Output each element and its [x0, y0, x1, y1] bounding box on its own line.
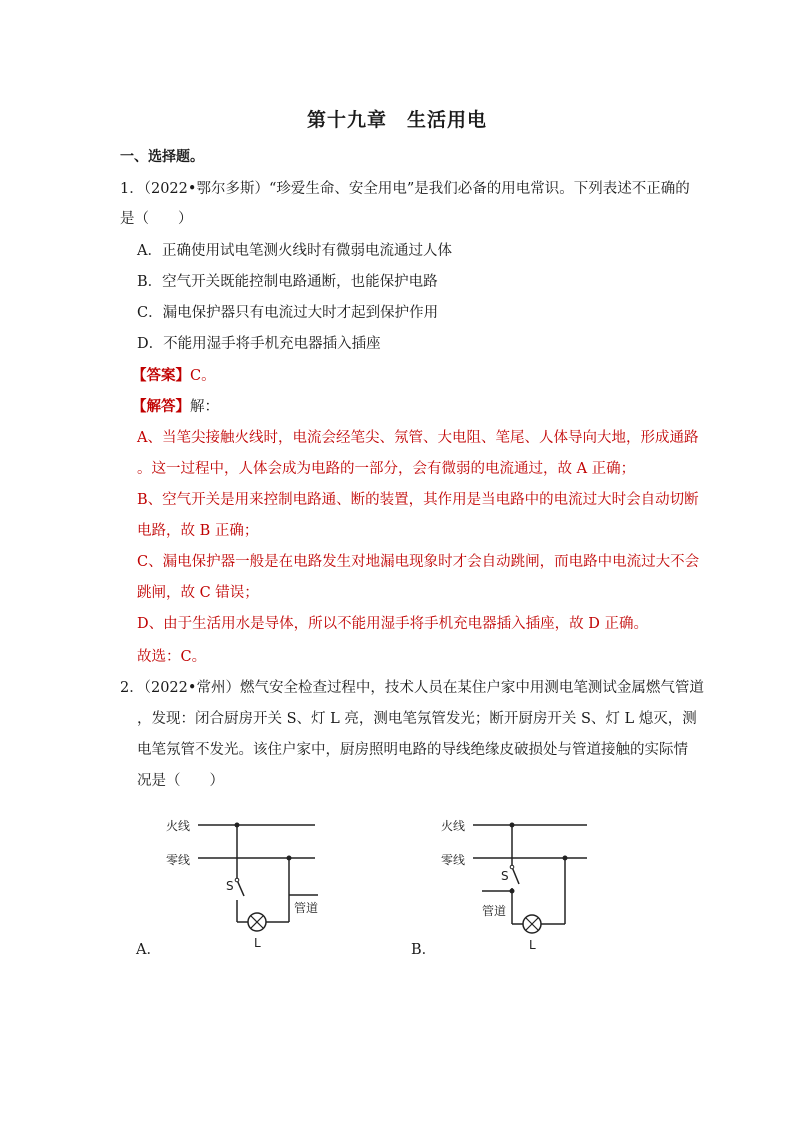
q1-analysis-line: D、由于生活用水是导体，所以不能用湿手将手机充电器插入插座，故 D 正确。 — [137, 616, 648, 632]
lamp-label: L — [254, 936, 261, 950]
neutral-wire-label: 零线 — [166, 853, 191, 867]
pipe-label: 管道 — [482, 904, 507, 918]
q1-analysis-heading: 【解答】解： — [132, 398, 219, 415]
switch-label: S — [226, 879, 234, 893]
live-wire-label: 火线 — [441, 819, 466, 833]
live-wire-label: 火线 — [166, 819, 191, 833]
page-title: 第十九章 生活用电 — [306, 109, 487, 131]
pipe-label: 管道 — [294, 901, 319, 915]
q1-analysis-line: 跳闸，故 C 错误； — [137, 585, 259, 601]
neutral-wire-label: 零线 — [441, 853, 466, 867]
q1-number: 1． — [120, 181, 144, 197]
circuit-diagram-b — [435, 812, 635, 962]
switch-s — [512, 867, 519, 884]
q1-stem-line2: 是（ ） — [120, 211, 193, 227]
answer-tag: 【答案】 — [132, 367, 190, 384]
section-heading: 一、选择题。 — [120, 149, 204, 165]
q1-option-b: B．空气开关既能控制电路通断，也能保护电路 — [137, 274, 438, 290]
q2-option-b-label: B． — [411, 942, 437, 958]
q2-option-a-label: A． — [136, 942, 161, 958]
q1-analysis-line: B、空气开关是用来控制电路通、断的装置，其作用是当电路中的电流过大时会自动切断 — [137, 492, 699, 508]
q2-stem-line: 况是（ ） — [137, 773, 224, 789]
q1-conclusion: 故选：C。 — [137, 649, 207, 665]
q1-answer — [132, 364, 216, 385]
q1-stem-line1: 1．（2022•鄂尔多斯）“珍爱生命、安全用电”是我们必备的用电常识。下列表述不正确的 — [120, 181, 690, 197]
q2-stem-line: 电笔氖管不发光。该住户家中，厨房照明电路的导线绝缘皮破损处与管道接触的实际情 — [137, 742, 688, 758]
q1-analysis-line: 电路，故 B 正确； — [137, 523, 259, 539]
q1-option-c: C．漏电保护器只有电流过大时才起到保护作用 — [137, 305, 439, 321]
answer-value: C。 — [190, 368, 216, 384]
q1-analysis-line: 。这一过程中，人体会成为电路的一部分，会有微弱的电流通过，故 A 正确； — [137, 461, 636, 477]
q1-option-a: A．正确使用试电笔测火线时有微弱电流通过人体 — [137, 243, 452, 259]
q2-stem-line: ，发现：闭合厨房开关 S、灯 L 亮，测电笔氖管发光；断开厨房开关 S、灯 L 熄灭，测 — [137, 711, 697, 727]
q2-number: 2． — [120, 680, 144, 696]
q1-analysis-line: C、漏电保护器一般是在电路发生对地漏电现象时才会自动跳闸，而电路中电流过大不会 — [137, 554, 700, 570]
q1-analysis-line: A、当笔尖接触火线时，电流会经笔尖、氖管、大电阻、笔尾、人体导向大地，形成通路 — [137, 430, 699, 446]
switch-label: S — [501, 869, 509, 883]
circuit-diagram-a — [160, 812, 360, 962]
q1-option-d: D．不能用湿手将手机充电器插入插座 — [137, 336, 381, 352]
analysis-tag: 【解答】 — [132, 398, 190, 415]
switch-s — [237, 880, 244, 896]
q2-stem-line1: 2．（2022•常州）燃气安全检查过程中，技术人员在某住户家中用测电笔测试金属燃气管道 — [120, 680, 704, 696]
lamp-label: L — [529, 938, 536, 952]
